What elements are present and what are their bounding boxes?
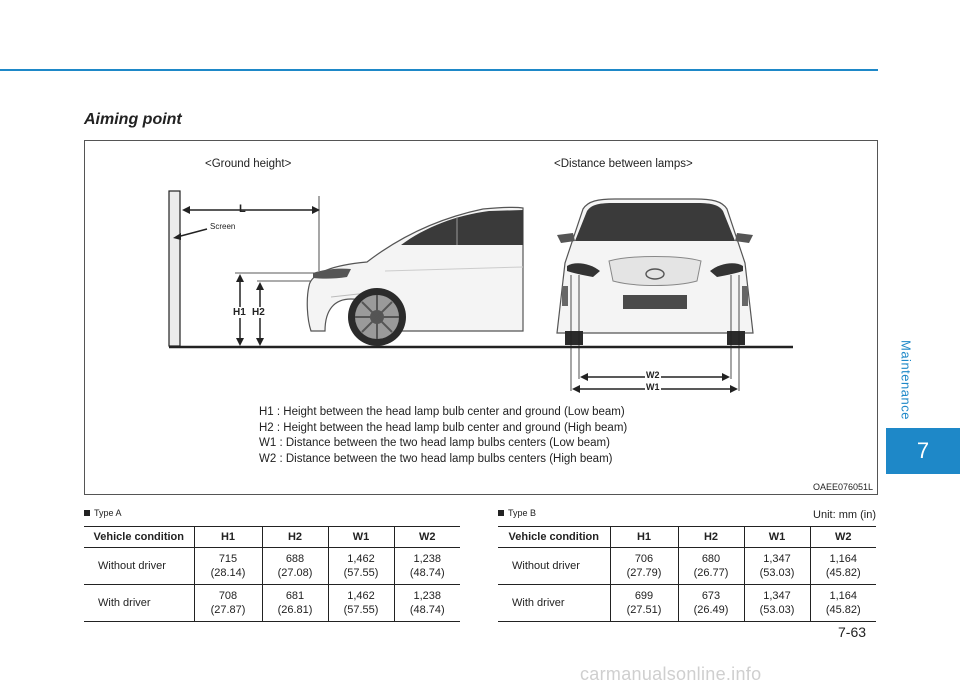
distance-between-lamps-label: <Distance between lamps> bbox=[554, 158, 693, 170]
legend-w2: W2 : Distance between the two head lamp bulbs centers (High beam) bbox=[259, 452, 613, 465]
dim-L-label: L bbox=[239, 203, 246, 215]
cell-w1: 1,462 (57.55) bbox=[328, 585, 394, 622]
header-h2: H2 bbox=[262, 527, 328, 548]
dim-W2-label: W2 bbox=[646, 370, 660, 380]
square-bullet-icon bbox=[498, 510, 504, 516]
table-row bbox=[498, 548, 876, 585]
cell-condition: With driver bbox=[84, 585, 194, 622]
figure-legend bbox=[259, 405, 627, 467]
table-header-row bbox=[498, 527, 876, 548]
cell-condition: Without driver bbox=[498, 548, 610, 585]
chapter-tab-label: Maintenance bbox=[898, 340, 914, 420]
cell-h2: 688 (27.08) bbox=[262, 548, 328, 585]
cell-h1: 715 (28.14) bbox=[194, 548, 262, 585]
cell-h1: 706 (27.79) bbox=[610, 548, 678, 585]
square-bullet-icon bbox=[84, 510, 90, 516]
type-a-label: Type A bbox=[84, 508, 122, 518]
type-a-table bbox=[84, 526, 460, 622]
cell-h1: 699 (27.51) bbox=[610, 585, 678, 622]
cell-h2: 673 (26.49) bbox=[678, 585, 744, 622]
type-b-label: Type B bbox=[498, 508, 536, 518]
car-side-view bbox=[307, 207, 523, 346]
cell-w1: 1,462 (57.55) bbox=[328, 548, 394, 585]
legend-w1: W1 : Distance between the two head lamp bulbs centers (Low beam) bbox=[259, 437, 610, 449]
cell-w2: 1,164 (45.82) bbox=[810, 548, 876, 585]
top-rule bbox=[0, 69, 878, 71]
table-row bbox=[84, 548, 460, 585]
cell-w2: 1,238 (48.74) bbox=[394, 548, 460, 585]
table-row bbox=[498, 585, 876, 622]
table-header-row bbox=[84, 527, 460, 548]
watermark: carmanualsonline.info bbox=[580, 664, 762, 684]
screen-label: Screen bbox=[210, 222, 236, 231]
header-w1: W1 bbox=[744, 527, 810, 548]
cell-w2: 1,164 (45.82) bbox=[810, 585, 876, 622]
cell-w2: 1,238 (48.74) bbox=[394, 585, 460, 622]
header-vehicle-condition: Vehicle condition bbox=[84, 527, 194, 548]
header-h2: H2 bbox=[678, 527, 744, 548]
cell-h2: 680 (26.77) bbox=[678, 548, 744, 585]
screen-wall bbox=[169, 191, 180, 346]
legend-h2: H2 : Height between the head lamp bulb center and ground (High beam) bbox=[259, 421, 628, 434]
header-w1: W1 bbox=[328, 527, 394, 548]
legend-h1: H1 : Height between the head lamp bulb center and ground (Low beam) bbox=[259, 406, 625, 418]
page-number: 7-63 bbox=[838, 624, 867, 640]
cell-condition: Without driver bbox=[84, 548, 194, 585]
header-h1: H1 bbox=[610, 527, 678, 548]
figure-code: OAEE076051L bbox=[812, 482, 873, 492]
aiming-point-figure bbox=[84, 140, 878, 495]
cell-w1: 1,347 (53.03) bbox=[744, 585, 810, 622]
cell-h1: 708 (27.87) bbox=[194, 585, 262, 622]
cell-w1: 1,347 (53.03) bbox=[744, 548, 810, 585]
dim-H2-label: H2 bbox=[252, 307, 265, 318]
header-vehicle-condition: Vehicle condition bbox=[498, 527, 610, 548]
table-row bbox=[84, 585, 460, 622]
dim-H1-label: H1 bbox=[233, 307, 246, 318]
header-w2: W2 bbox=[810, 527, 876, 548]
header-h1: H1 bbox=[194, 527, 262, 548]
unit-label: Unit: mm (in) bbox=[813, 509, 876, 521]
type-b-table bbox=[498, 526, 876, 622]
screen-pointer bbox=[177, 229, 207, 237]
section-title: Aiming point bbox=[84, 111, 182, 128]
cell-h2: 681 (26.81) bbox=[262, 585, 328, 622]
cell-condition: With driver bbox=[498, 585, 610, 622]
chapter-tab-number: 7 bbox=[886, 428, 960, 474]
car-front-view bbox=[557, 199, 753, 345]
ground-height-label: <Ground height> bbox=[205, 158, 292, 170]
dim-W1-label: W1 bbox=[646, 382, 660, 392]
header-w2: W2 bbox=[394, 527, 460, 548]
